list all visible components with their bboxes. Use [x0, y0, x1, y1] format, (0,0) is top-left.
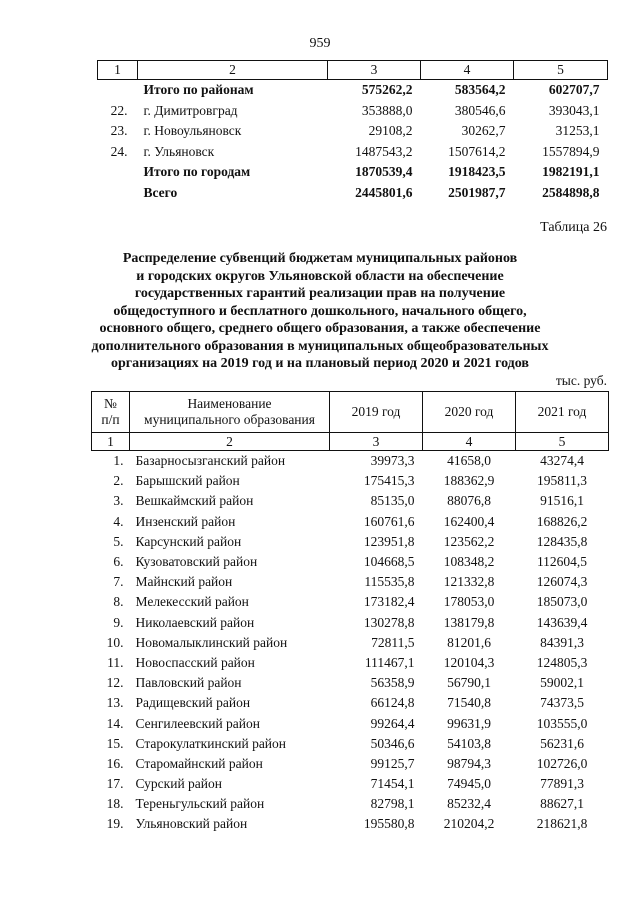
value-2019: 72811,5 [371, 634, 415, 650]
value-2020: 210204,2 [443, 816, 495, 832]
value-2020: 54103,8 [447, 735, 491, 751]
value-2019: 50346,6 [370, 735, 415, 751]
page-number: 959 [309, 36, 331, 51]
municipality-name: Базарносызганский район [135, 453, 286, 469]
row-name: Итого по районам [143, 82, 254, 98]
column-number-row [92, 433, 609, 451]
value-2019: 104668,5 [363, 554, 415, 570]
header-name-line: Наименование [187, 396, 272, 411]
municipality-name: Николаевский район [135, 614, 255, 630]
table-row [92, 613, 609, 633]
value-2020: 123562,2 [443, 533, 495, 549]
title-line: государственных гарантий реализации прав на получение [134, 286, 506, 301]
row-number: 4. [113, 513, 124, 529]
column-number: 2 [130, 433, 330, 451]
row-number: 23. [110, 123, 128, 139]
table-row [92, 814, 609, 834]
row-number: 14. [106, 715, 124, 731]
row-number: 17. [106, 776, 124, 792]
table-row [92, 653, 609, 673]
value-2019: 66124,8 [370, 695, 415, 711]
municipality-name: Вешкаймский район [135, 493, 254, 509]
row-number: 12. [106, 675, 124, 691]
value-2020: 41658,0 [447, 453, 491, 469]
value-2021: 128435,8 [536, 533, 588, 549]
municipality-name: Майнский район [135, 574, 233, 590]
row-number: 19. [106, 816, 124, 832]
value-2020: 121332,8 [443, 574, 495, 590]
row-number [98, 183, 138, 204]
row-number: 6. [113, 554, 124, 570]
table-row [92, 633, 609, 653]
value-2020: 1507614,2 [448, 143, 506, 159]
table-row [98, 121, 608, 142]
value-2019: 160761,6 [363, 513, 415, 529]
row-name: г. Ульяновск [143, 143, 215, 159]
value-2019: 39973,3 [370, 453, 415, 469]
title-line: общедоступного и бесплатного дошкольного, начального общего, [113, 303, 527, 319]
value-2020: 120104,3 [443, 654, 495, 670]
value-2021: 112604,5 [536, 554, 588, 570]
value-2021: 77891,3 [540, 776, 584, 792]
value-2019: 173182,4 [363, 594, 415, 610]
value-2019: 56358,9 [370, 675, 415, 691]
table-row [98, 183, 608, 204]
value-2021: 88627,1 [540, 796, 584, 812]
table-row [92, 673, 609, 693]
value-2021: 195811,3 [536, 473, 588, 489]
row-number: 24. [110, 143, 128, 159]
table-row [98, 162, 608, 183]
header-number [92, 392, 130, 433]
title-line: организациях на 2019 год и на плановый период 2020 и 2021 годов [111, 356, 529, 371]
row-name: Итого по городам [143, 164, 251, 180]
value-2019: 71454,1 [370, 776, 415, 792]
value-2020: 138179,8 [443, 614, 495, 630]
header-name-line: муниципального образования [144, 412, 315, 427]
continuation-table [97, 60, 608, 203]
value-2020: 178053,0 [443, 594, 495, 610]
value-2021: 124805,3 [536, 654, 588, 670]
row-number: 3. [113, 493, 124, 509]
value-2020: 583564,2 [454, 82, 506, 98]
value-2021: 74373,5 [540, 695, 584, 711]
value-2021: 168826,2 [536, 513, 588, 529]
value-2021: 185073,0 [536, 594, 588, 610]
value-2020: 71540,8 [447, 695, 491, 711]
table-label: Таблица 26 [540, 220, 607, 235]
column-number: 4 [421, 61, 514, 80]
title-line: дополнительного образования в муниципальных общеобразовательных [91, 338, 549, 354]
column-number: 3 [330, 433, 423, 451]
value-2021: 393043,1 [548, 102, 600, 118]
value-2019: 123951,8 [363, 533, 415, 549]
value-2021: 84391,3 [540, 634, 584, 650]
value-2019: 85135,0 [370, 493, 415, 509]
value-2021: 2584898,8 [542, 184, 600, 200]
header-number-line: п/п [101, 412, 120, 427]
column-number: 5 [516, 433, 609, 451]
value-2020: 2501987,7 [448, 184, 506, 200]
row-number [98, 80, 138, 101]
value-2020: 162400,4 [443, 513, 495, 529]
row-number: 5. [113, 533, 124, 549]
subventions-table [91, 391, 609, 835]
value-2020: 98794,3 [447, 755, 491, 771]
title-line: основного общего, среднего общего образования, а также обеспечение [99, 321, 541, 336]
value-2019: 111467,1 [364, 654, 415, 670]
municipality-name: Сенгилеевский район [135, 715, 260, 731]
header-2019: 2019 год [330, 392, 423, 433]
municipality-name: Новоспасский район [135, 654, 255, 670]
row-number: 22. [110, 102, 128, 118]
table-row [92, 754, 609, 774]
value-2019: 115535,8 [364, 574, 415, 590]
value-2019: 99125,7 [370, 755, 415, 771]
value-2021: 126074,3 [536, 574, 588, 590]
municipality-name: Радищевский район [135, 695, 251, 711]
column-number: 1 [98, 61, 138, 80]
municipality-name: Карсунский район [135, 533, 242, 549]
value-2019: 2445801,6 [355, 184, 413, 200]
row-number: 9. [113, 614, 124, 630]
column-number: 5 [514, 61, 608, 80]
row-number: 16. [106, 755, 124, 771]
row-number: 15. [106, 735, 124, 751]
row-name: г. Новоульяновск [143, 123, 242, 139]
municipality-name: Новомалыклинский район [135, 634, 288, 650]
value-2019: 575262,2 [361, 82, 413, 98]
table-row [98, 80, 608, 101]
column-number: 1 [92, 433, 130, 451]
value-2021: 1982191,1 [542, 164, 600, 180]
title-line: и городских округов Ульяновской области на обеспечение [136, 268, 504, 284]
value-2020: 30262,7 [461, 123, 506, 139]
title-line: Распределение субвенций бюджетам муниципальных районов [122, 251, 518, 266]
value-2021: 143639,4 [536, 614, 588, 630]
column-number: 3 [328, 61, 421, 80]
row-number: 11. [107, 654, 124, 670]
row-number: 7. [113, 574, 124, 590]
row-number: 2. [113, 473, 124, 489]
value-2019: 175415,3 [363, 473, 415, 489]
value-2019: 99264,4 [370, 715, 415, 731]
document-title [60, 250, 580, 373]
value-2021: 56231,6 [540, 735, 584, 751]
table-body [92, 451, 609, 835]
municipality-name: Барышский район [135, 473, 240, 489]
table-row [92, 532, 609, 552]
value-2020: 74945,0 [447, 776, 491, 792]
value-2020: 1918423,5 [448, 164, 506, 180]
table-row [92, 592, 609, 612]
table-row [92, 774, 609, 794]
value-2020: 380546,6 [454, 102, 506, 118]
table-row [92, 713, 609, 733]
column-number: 4 [423, 433, 516, 451]
municipality-name: Кузоватовский район [135, 554, 258, 570]
value-2021: 31253,1 [555, 123, 600, 139]
header-row [92, 392, 609, 433]
table-row [98, 142, 608, 163]
row-number: 13. [106, 695, 124, 711]
table-row [92, 794, 609, 814]
row-number: 8. [113, 594, 124, 610]
table-row [92, 552, 609, 572]
row-number [98, 162, 138, 183]
value-2021: 59002,1 [540, 675, 584, 691]
municipality-name: Старокулаткинский район [135, 735, 287, 751]
row-number: 1. [113, 453, 124, 469]
municipality-name: Тереньгульский район [135, 796, 265, 812]
value-2019: 1870539,4 [355, 164, 413, 180]
value-2019: 1487543,2 [355, 143, 413, 159]
value-2021: 43274,4 [540, 453, 584, 469]
table-row [92, 572, 609, 592]
row-name: г. Димитровград [143, 102, 238, 118]
table-row [92, 491, 609, 511]
row-number: 18. [106, 796, 124, 812]
value-2020: 88076,8 [447, 493, 491, 509]
table-row [92, 693, 609, 713]
municipality-name: Инзенский район [135, 513, 236, 529]
value-2019: 82798,1 [370, 796, 415, 812]
header-2021: 2021 год [516, 392, 609, 433]
municipality-name: Сурский район [135, 776, 222, 792]
table-row [92, 512, 609, 532]
row-number: 10. [106, 634, 124, 650]
value-2020: 108348,2 [443, 554, 495, 570]
table-row [92, 471, 609, 491]
value-2021: 103555,0 [536, 715, 588, 731]
column-number: 2 [138, 61, 328, 80]
value-2021: 1557894,9 [542, 143, 600, 159]
value-2020: 81201,6 [447, 634, 491, 650]
table-row [92, 451, 609, 472]
value-2020: 188362,9 [443, 473, 495, 489]
row-name: Всего [143, 184, 178, 200]
header-name [130, 392, 330, 433]
table-row [92, 734, 609, 754]
value-2020: 56790,1 [447, 675, 491, 691]
header-2020: 2020 год [423, 392, 516, 433]
municipality-name: Павловский район [135, 675, 242, 691]
value-2020: 99631,9 [447, 715, 491, 731]
municipality-name: Старомайнский район [135, 755, 263, 771]
header-number-line: № [104, 396, 117, 411]
value-2020: 85232,4 [447, 796, 491, 812]
value-2021: 218621,8 [536, 816, 588, 832]
value-2019: 130278,8 [363, 614, 415, 630]
value-2019: 353888,0 [361, 102, 413, 118]
municipality-name: Мелекесский район [135, 594, 249, 610]
unit-label: тыс. руб. [555, 373, 607, 388]
column-number-row [98, 61, 608, 80]
municipality-name: Ульяновский район [135, 816, 248, 832]
value-2021: 602707,7 [548, 82, 600, 98]
value-2019: 29108,2 [368, 123, 413, 139]
value-2021: 102726,0 [536, 755, 588, 771]
table-row [98, 101, 608, 122]
value-2019: 195580,8 [363, 816, 415, 832]
value-2021: 91516,1 [540, 493, 584, 509]
